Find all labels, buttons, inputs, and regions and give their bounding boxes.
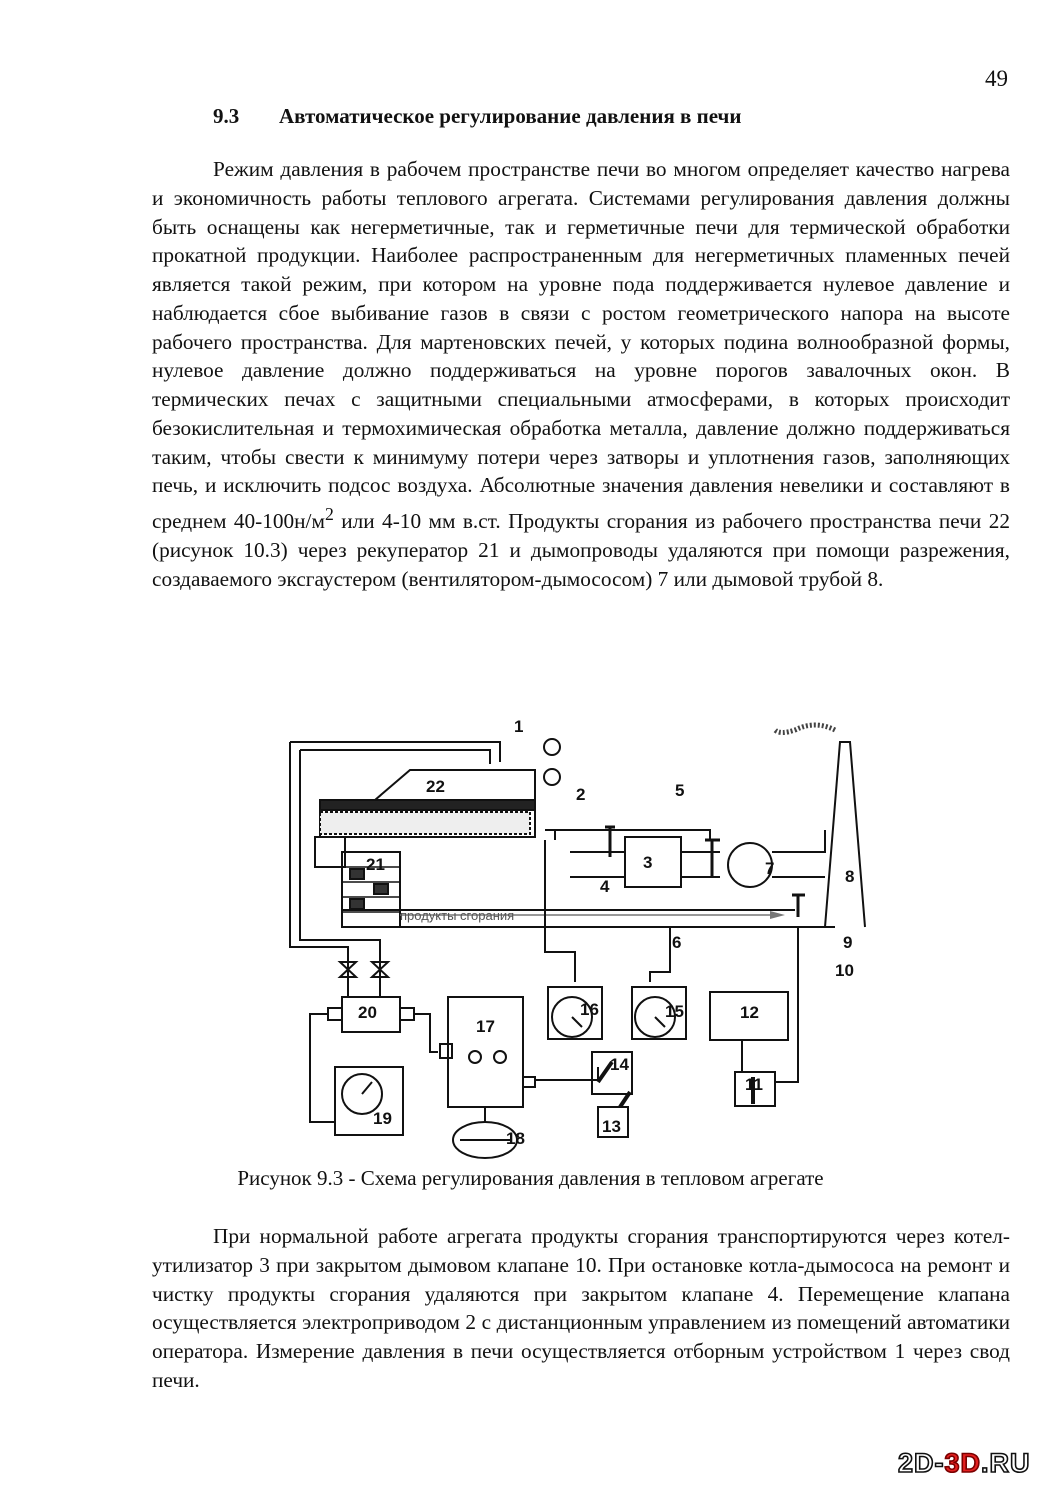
label-2: 2: [576, 785, 586, 804]
section-title: Автоматическое регулирование давления в печи: [279, 104, 742, 128]
boiler-branch: [545, 830, 710, 910]
flow-label: продукты сгорания: [400, 908, 515, 923]
label-7: 7: [765, 859, 775, 878]
paragraph-2: [152, 1222, 1010, 1395]
label-13: 13: [602, 1117, 621, 1136]
line-17: [414, 1014, 438, 1052]
smoke: [775, 725, 835, 733]
label-10: 10: [835, 961, 854, 980]
furnace-lining: [320, 800, 535, 810]
label-1: 1: [514, 717, 524, 736]
paragraph-1-text: Режим давления в рабочем пространстве печи во многом определяет качество нагрева и экономичность работы теплового агрегата. Системами регулирования давления должны быть оснащены как негерметичные, так и герметичные печи для термической обработки прокатной продукции. Наиболее распространенным для негерметичных пламенных печей является такой режим, при котором на уровне пода поддерживается нулевое давление и наблюдается сбое выбивание газов в связи с ростом геометрического напора на высоте рабочего пространства. Для мартеновских печей, у которых подина волнообразной формы, нулевое давление должно поддерживаться на уровне порогов завалочных окон. В термических печах с защитными специальными атмосферами, в которых происходит безокислительная и термохимическая обработка металла, давление должно поддерживаться таким, чтобы свести к минимуму потери через затворы и уплотнения газов, заполняющих печь, и исключить подсос воздуха. Абсолютные значения давления невелики и составляют в среднем 40-100н/м: [152, 157, 1010, 534]
label-3: 3: [643, 853, 653, 872]
section-heading: [213, 104, 741, 129]
paragraph-1-text-end: или 4-10 мм в.ст. Продукты сгорания из рабочего пространства печи 22 (рисунок 10.3) через рекуператор 21 и дымопроводы удаляются при помощи разрежения, создаваемого эксгаустером (вентилятором-дымососом) 7 или дымовой трубой 8.: [152, 509, 1010, 591]
paragraph-2-text: При нормальной работе агрегата продукты сгорания транспортируются через котел-утилизатор 3 при закрытом дымовом клапане 10. При остановке котла-дымососа на ремонт и чистку продукты сгорания удаляются при закрытом клапане 4. Перемещение клапана осуществляется электроприводом 2 с дистанционным управлением из помещений автоматики оператора. Измерение давления в печи осуществляется отборным устройством 1 через свод печи.: [152, 1224, 1010, 1392]
signal-line-2: [300, 750, 490, 997]
watermark-part3: .RU: [981, 1448, 1031, 1478]
regulator-17: [448, 997, 523, 1107]
valve-10: [792, 895, 805, 917]
watermark-logo: [898, 1448, 1031, 1479]
watermark-part1: 2D-: [898, 1448, 945, 1478]
line-11: [775, 927, 798, 1082]
label-16: 16: [580, 1000, 599, 1019]
label-17: 17: [476, 1017, 495, 1036]
page-number: 49: [985, 66, 1008, 91]
label-18: 18: [506, 1129, 525, 1148]
label-4: 4: [600, 877, 610, 896]
line-15: [650, 927, 670, 982]
label-9: 9: [843, 933, 853, 952]
paragraph-1: [152, 155, 1010, 593]
label-20: 20: [358, 1003, 377, 1022]
line-19: [310, 1014, 335, 1122]
label-12: 12: [740, 1003, 759, 1022]
label-22: 22: [426, 777, 445, 796]
section-number: 9.3: [213, 104, 240, 128]
label-11: 11: [745, 1075, 763, 1094]
label-6: 6: [672, 933, 682, 952]
label-21: 21: [366, 855, 385, 874]
label-8: 8: [845, 867, 855, 886]
label-14: 14: [610, 1055, 629, 1074]
valve-5: [705, 840, 720, 877]
pressure-control-diagram: [280, 712, 880, 1168]
chimney-8: [825, 742, 865, 927]
figure-caption: Рисунок 9.3 - Схема регулирования давления в тепловом агрегате: [237, 1166, 824, 1190]
label-15: 15: [665, 1002, 684, 1021]
boiler-3: [625, 837, 681, 887]
furnace-hearth: [320, 812, 530, 834]
label-5: 5: [675, 781, 685, 800]
recuperator-inlet: [315, 837, 345, 867]
watermark-part2: 3D: [944, 1448, 982, 1478]
label-19: 19: [373, 1109, 392, 1128]
sensor-1b: [544, 769, 560, 785]
signal-line: [290, 742, 500, 997]
sensor-1a: [544, 739, 560, 755]
recorder-19: [335, 1067, 403, 1135]
superscript: 2: [324, 504, 334, 524]
